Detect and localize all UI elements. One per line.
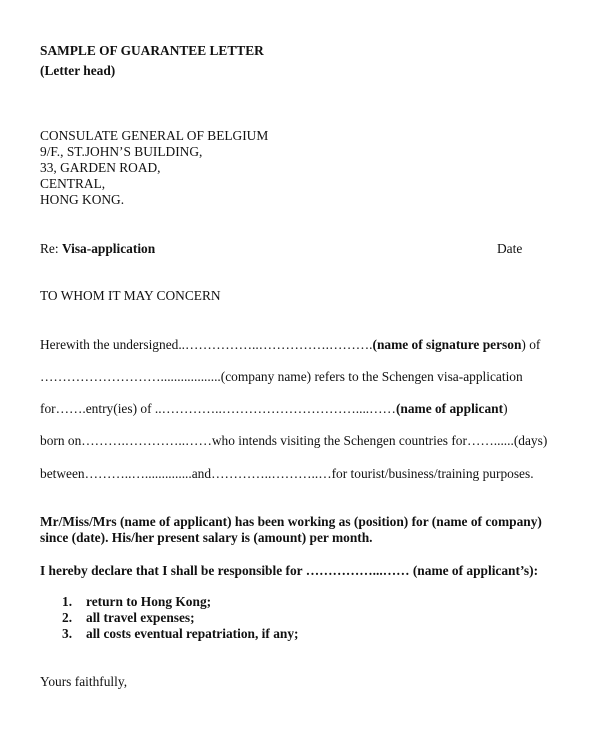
subject-text: Visa-application	[61, 241, 156, 256]
subject-line	[40, 241, 155, 257]
body-text: for…….entry(ies) of ..…………..…………………………....……	[40, 401, 396, 416]
list-text: all costs eventual repatriation, if any;	[86, 626, 299, 641]
employment-line-1: Mr/Miss/Mrs (name of applicant) has been working as (position) for (name of company)	[40, 514, 542, 529]
list-number: 2.	[62, 610, 73, 625]
closing-line: Yours faithfully,	[40, 674, 128, 689]
salutation: TO WHOM IT MAY CONCERN	[40, 288, 221, 303]
employment-line-2: since (date). His/her present salary is (amount) per month.	[40, 530, 373, 545]
list-number: 1.	[62, 594, 73, 609]
list-text: return to Hong Kong;	[86, 594, 212, 609]
address-line: CONSULATE GENERAL OF BELGIUM	[40, 128, 269, 143]
body-text: Herewith the undersigned..……………..…………….……….	[40, 337, 373, 352]
letter-head-label: (Letter head)	[40, 63, 116, 78]
address-line: 9/F., ST.JOHN’S BUILDING,	[40, 144, 203, 159]
list-text: all travel expenses;	[86, 610, 195, 625]
list-item	[62, 594, 211, 610]
document-title: SAMPLE OF GUARANTEE LETTER	[40, 43, 264, 58]
applicant-name-placeholder: (name of applicant	[395, 401, 504, 416]
body-text: ) of	[521, 337, 541, 352]
declaration-line: I hereby declare that I shall be responsible for ……………...…… (name of applicant’s):	[40, 563, 539, 578]
body-line-5: between………..…..............and…………..………..…for tourist/business/training purposes.	[40, 466, 534, 481]
address-line: CENTRAL,	[40, 176, 106, 191]
body-line-1	[40, 337, 540, 353]
list-item	[62, 610, 195, 626]
address-line: HONG KONG.	[40, 192, 125, 207]
date-label: Date	[497, 241, 523, 256]
signature-person-placeholder: (name of signature person	[372, 337, 522, 352]
list-item	[62, 626, 299, 642]
body-text: )	[503, 401, 508, 416]
subject-prefix: Re:	[40, 241, 62, 256]
body-line-3	[40, 401, 508, 417]
body-line-4: born on……….…………..……who intends visiting the Schengen countries for……......(days)	[40, 433, 548, 448]
list-number: 3.	[62, 626, 73, 641]
body-line-2: ………………………..................(company name) refers to the Schengen visa-application	[40, 369, 523, 384]
address-line: 33, GARDEN ROAD,	[40, 160, 161, 175]
